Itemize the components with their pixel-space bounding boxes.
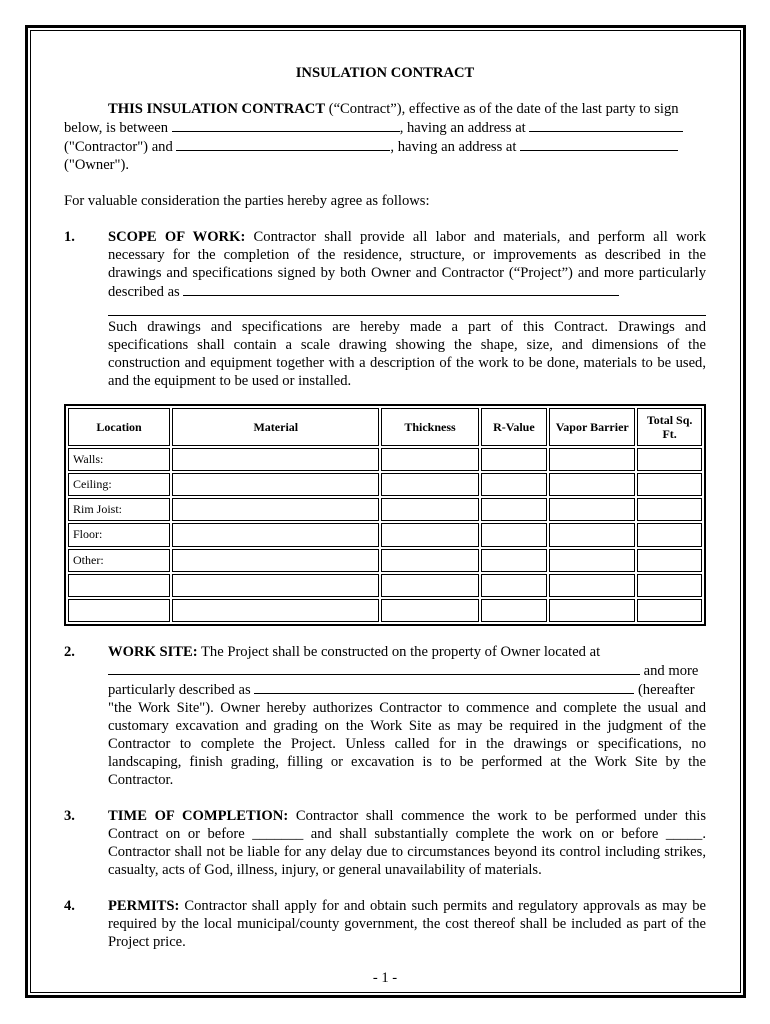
table-cell[interactable] <box>549 574 635 597</box>
contractor-name-blank[interactable] <box>172 118 400 132</box>
section-2-text: The Project shall be constructed on the property of Owner located at <box>197 644 601 660</box>
document-title: INSULATION CONTRACT <box>295 65 475 81</box>
table-cell[interactable] <box>381 523 478 546</box>
table-cell[interactable] <box>549 549 635 572</box>
table-row <box>68 473 702 496</box>
document-body <box>64 64 706 390</box>
insulation-table <box>64 404 706 626</box>
section-3-text: Contractor shall commence the work to be performed under this Contract on or before _______ and shall substantially complete the work on or before _____. Contractor shall not be liable for any delay due to circumstances beyond its control including strikes, casualty, acts of God, illness, injury, or general unavailability of materials. <box>108 808 707 878</box>
table-cell[interactable] <box>172 473 379 496</box>
section-3-heading: TIME OF COMPLETION: <box>108 808 289 824</box>
intro-line3-b: , having an address at <box>390 139 517 155</box>
table-cell[interactable] <box>172 523 379 546</box>
intro-paragraph <box>64 100 706 174</box>
table-cell[interactable] <box>481 498 548 521</box>
intro-lead-rest: (“Contract”), effective as of the date of the last party to sign <box>325 101 679 117</box>
section-2-text-2: "the Work Site"). Owner hereby authorizes Contractor to commence and complete the usual and customary excavation and grading on the Work Site as may be required in the judgment of the Contractor to complete the Project. Unless called for in the drawings or specifications, no landscaping, finish grading, filling or excavation is to be performed at the Work Site by the Contractor. <box>108 700 706 788</box>
col-header-thickness: Thickness <box>381 408 478 446</box>
row-label: Floor: <box>68 523 170 546</box>
section-4-number: 4. <box>64 898 75 914</box>
section-3-time <box>64 807 706 879</box>
table-cell[interactable] <box>172 448 379 471</box>
section-1-drawings-text: Such drawings and specifications are hereby made a part of this Contract. Drawings and specifications shall contain a scale drawing showing the shape, size, and dimensions of the construction and equipment together with a description of the work to be done, materials to be used, and the equipment to be used or installed. <box>108 319 706 389</box>
intro-line3-a: ("Contractor") and <box>64 139 173 155</box>
table-cell[interactable] <box>549 599 635 622</box>
intro-line2-a: below, is between <box>64 120 169 136</box>
section-3-number: 3. <box>64 808 75 824</box>
section-4-permits <box>64 897 706 951</box>
table-cell[interactable] <box>637 473 702 496</box>
row-label: Ceiling: <box>68 473 170 496</box>
scope-description-blank[interactable] <box>183 282 619 296</box>
col-header-vapor-barrier: Vapor Barrier <box>549 408 635 446</box>
table-row <box>68 599 702 622</box>
table-cell[interactable] <box>481 473 548 496</box>
table-cell[interactable] <box>549 473 635 496</box>
table-cell[interactable] <box>481 549 548 572</box>
section-4-heading: PERMITS: <box>108 898 180 914</box>
table-cell[interactable] <box>637 448 702 471</box>
contractor-address-blank[interactable] <box>529 118 683 132</box>
table-cell[interactable] <box>172 599 379 622</box>
scope-description-blank-2[interactable] <box>108 302 706 316</box>
row-label: Other: <box>68 549 170 572</box>
table-cell[interactable] <box>381 448 478 471</box>
intro-line2-b: , having an address at <box>399 120 526 136</box>
col-header-total-sq-ft: Total Sq. Ft. <box>637 408 702 446</box>
section-2-work-site <box>64 643 706 789</box>
table-cell[interactable] <box>481 523 548 546</box>
document-body-continued <box>64 643 706 951</box>
table-row <box>68 574 702 597</box>
table-row <box>68 523 702 546</box>
table-cell[interactable] <box>481 448 548 471</box>
owner-name-blank[interactable] <box>176 137 390 151</box>
table-cell[interactable] <box>172 549 379 572</box>
table-cell[interactable] <box>172 574 379 597</box>
property-description-blank[interactable] <box>254 680 634 694</box>
row-label[interactable] <box>68 599 170 622</box>
table-header-row <box>68 408 702 446</box>
table-cell[interactable] <box>549 448 635 471</box>
col-header-r-value: R-Value <box>481 408 548 446</box>
owner-address-blank[interactable] <box>520 137 678 151</box>
table-cell[interactable] <box>172 498 379 521</box>
section-2-heading: WORK SITE: <box>108 644 198 660</box>
intro-line4: ("Owner"). <box>64 157 129 173</box>
table-cell[interactable] <box>549 498 635 521</box>
table-cell[interactable] <box>481 599 548 622</box>
page-number: - 1 - <box>372 970 398 986</box>
table-row <box>68 549 702 572</box>
table-cell[interactable] <box>637 549 702 572</box>
table-row <box>68 498 702 521</box>
col-header-material: Material <box>172 408 379 446</box>
row-label: Walls: <box>68 448 170 471</box>
section-2-hereafter: (hereafter <box>634 682 695 698</box>
table-row <box>68 448 702 471</box>
table-cell[interactable] <box>637 599 702 622</box>
table-cell[interactable] <box>637 498 702 521</box>
intro-lead-bold: THIS INSULATION CONTRACT <box>108 101 326 117</box>
row-label: Rim Joist: <box>68 498 170 521</box>
col-header-location: Location <box>68 408 170 446</box>
table-cell[interactable] <box>637 574 702 597</box>
table-cell[interactable] <box>481 574 548 597</box>
section-2-particularly: particularly described as <box>108 682 251 698</box>
section-1-heading: SCOPE OF WORK: <box>108 229 246 245</box>
table-cell[interactable] <box>549 523 635 546</box>
section-2-number: 2. <box>64 644 75 660</box>
table-cell[interactable] <box>381 498 478 521</box>
consideration-text: For valuable consideration the parties hereby agree as follows: <box>64 193 430 209</box>
section-1-text: Contractor shall provide all labor and materials, and perform all work necessary for the completion of the residence, structure, or improvements as described in the drawings and specifications signed by both Owner and Contractor (“Project”) and more particularly described as <box>108 229 706 300</box>
section-1-scope <box>64 228 706 390</box>
table-cell[interactable] <box>381 549 478 572</box>
table-cell[interactable] <box>381 473 478 496</box>
row-label[interactable] <box>68 574 170 597</box>
section-2-and-more: and more <box>640 663 699 679</box>
property-location-blank[interactable] <box>108 661 640 675</box>
section-4-text: Contractor shall apply for and obtain such permits and regulatory approvals as may be required by the local municipal/county government, the cost thereof shall be included as part of the Project price. <box>108 898 706 950</box>
table-cell[interactable] <box>381 574 478 597</box>
table-cell[interactable] <box>381 599 478 622</box>
section-1-number: 1. <box>64 229 75 245</box>
table-cell[interactable] <box>637 523 702 546</box>
